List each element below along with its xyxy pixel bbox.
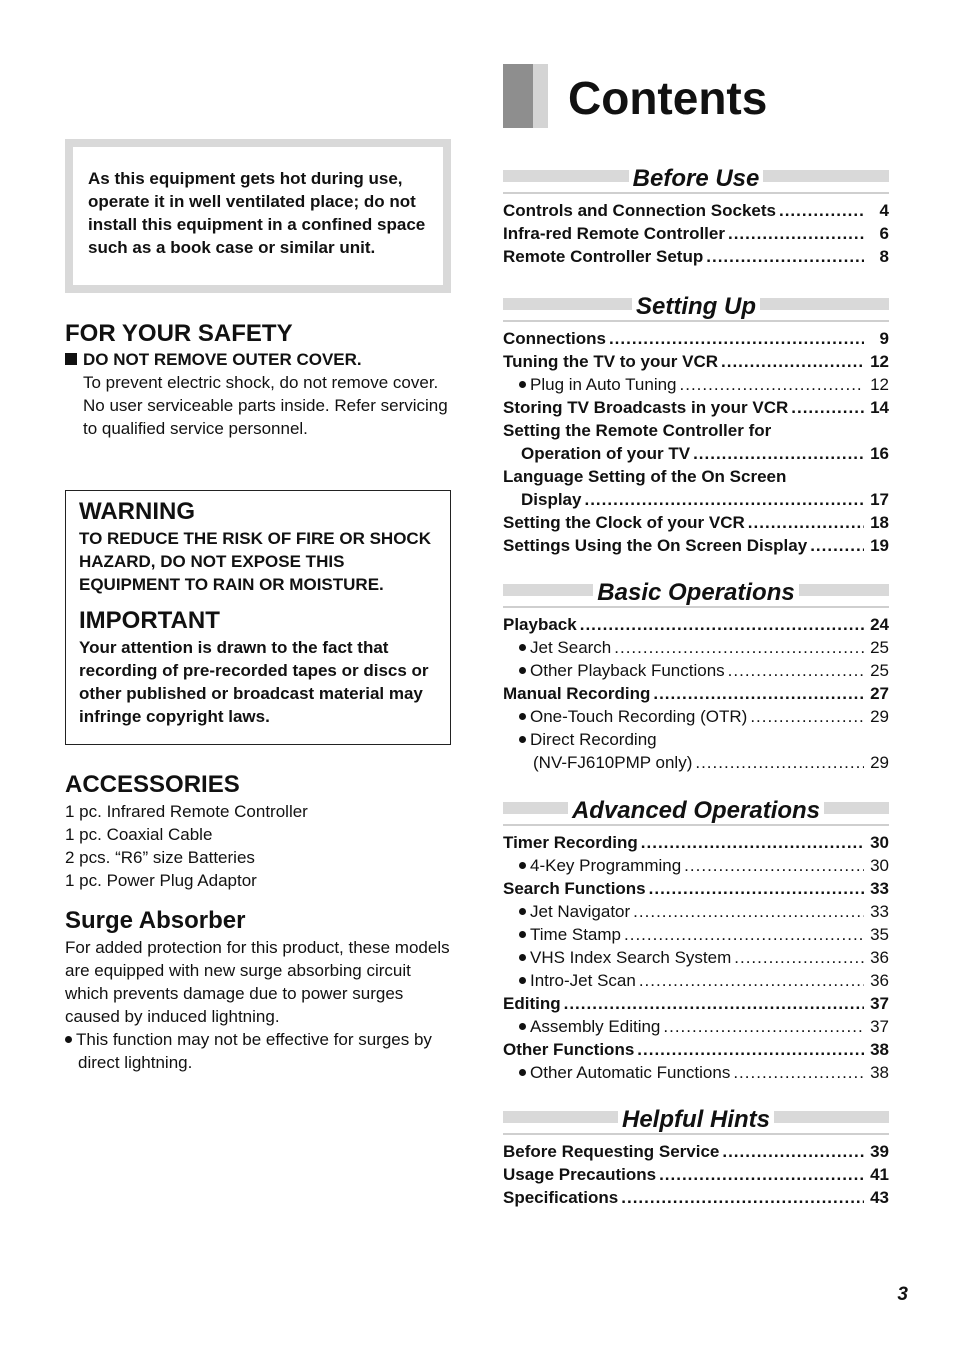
heat-notice-text: As this equipment gets hot during use, operate it in well ventilated place; do not install this equipment in a confined space such as a book case or similar unit. [73, 147, 443, 285]
toc-entry[interactable]: Before Requesting Service ..... 39 [503, 1140, 889, 1163]
section-helpful-hints [503, 1106, 889, 1209]
toc-entry[interactable]: Storing TV Broadcasts in your VCR ..... 14 [503, 396, 889, 419]
toc-subentry[interactable]: Jet Navigator ..... 33 [503, 900, 889, 923]
toc-subentry[interactable]: Intro-Jet Scan ..... 36 [503, 969, 889, 992]
accessories-heading: ACCESSORIES [65, 771, 240, 798]
toc-entry[interactable]: Search Functions ..... 33 [503, 877, 889, 900]
heat-notice-box [65, 139, 451, 293]
important-text: Your attention is drawn to the fact that recording of pre-recorded tapes or discs or other published or broadcast material may infringe copyright laws. [79, 638, 429, 726]
toc-subentry[interactable]: VHS Index Search System ..... 36 [503, 946, 889, 969]
toc-entry[interactable]: Remote Controller Setup ..... 8 [503, 245, 889, 268]
section-heading: Before Use [629, 165, 764, 192]
toc-entry-continued[interactable]: Display ..... 17 [503, 488, 889, 511]
square-bullet-icon [65, 353, 77, 365]
toc-entry[interactable]: Other Functions ..... 38 [503, 1038, 889, 1061]
toc-entry[interactable]: Setting the Clock of your VCR ..... 18 [503, 511, 889, 534]
warning-box [65, 490, 451, 745]
toc-subentry[interactable]: Plug in Auto Tuning ..... 12 [503, 373, 889, 396]
toc-subentry[interactable]: Assembly Editing ..... 37 [503, 1015, 889, 1038]
toc-subentry[interactable]: Jet Search ..... 25 [503, 636, 889, 659]
page-title: Contents [568, 72, 768, 124]
bullet-icon [519, 1069, 526, 1076]
bullet-icon [519, 713, 526, 720]
safety-line-2: No user serviceable parts inside. Refer servicing to qualified service personnel. [83, 396, 448, 438]
bullet-icon [519, 954, 526, 961]
page-number: 3 [897, 1284, 908, 1305]
toc-entry[interactable]: Controls and Connection Sockets ..... 4 [503, 199, 889, 222]
toc-entry[interactable]: Manual Recording ..... 27 [503, 682, 889, 705]
accessory-item: 1 pc. Power Plug Adaptor [65, 871, 257, 890]
toc-subentry[interactable]: Other Playback Functions ..... 25 [503, 659, 889, 682]
toc-subentry[interactable]: Direct Recording [503, 728, 889, 751]
toc-entry[interactable]: Setting the Remote Controller for [503, 421, 772, 440]
surge-body [65, 936, 453, 1074]
bullet-icon [519, 931, 526, 938]
bullet-icon [519, 862, 526, 869]
toc-entry[interactable]: Playback ..... 24 [503, 613, 889, 636]
bullet-icon [519, 977, 526, 984]
toc-subentry[interactable]: 4-Key Programming ..... 30 [503, 854, 889, 877]
toc-entry[interactable]: Usage Precautions ..... 41 [503, 1163, 889, 1186]
section-setting-up [503, 293, 889, 557]
section-advanced-operations [503, 797, 889, 1084]
section-heading: Helpful Hints [618, 1106, 774, 1133]
toc-subentry-continued[interactable]: (NV-FJ610PMP only) ..... 29 [503, 751, 889, 774]
toc-entry[interactable]: Language Setting of the On Screen [503, 467, 787, 486]
toc-subentry[interactable]: Other Automatic Functions ..... 38 [503, 1061, 889, 1084]
surge-note: This function may not be effective for surges by direct lightning. [76, 1030, 432, 1072]
title-bar-decoration [503, 64, 548, 128]
safety-line-1: To prevent electric shock, do not remove cover. [83, 373, 439, 392]
safety-body [65, 348, 453, 440]
toc-subentry[interactable]: Time Stamp ..... 35 [503, 923, 889, 946]
bullet-icon [519, 381, 526, 388]
toc-entry-continued[interactable]: Operation of your TV ..... 16 [503, 442, 889, 465]
bullet-icon [519, 736, 526, 743]
surge-text: For added protection for this product, these models are equipped with new surge absorbing circuit which prevents damage due to power surges caused by induced lightning. [65, 938, 450, 1026]
bullet-icon [519, 908, 526, 915]
toc-entry[interactable]: Infra-red Remote Controller ..... 6 [503, 222, 889, 245]
bullet-icon [65, 1036, 72, 1043]
bullet-icon [519, 644, 526, 651]
important-heading: IMPORTANT [79, 607, 220, 634]
bullet-icon [519, 1023, 526, 1030]
safety-heading: FOR YOUR SAFETY [65, 320, 293, 347]
toc-entry[interactable]: Specifications ..... 43 [503, 1186, 889, 1209]
toc-entry[interactable]: Tuning the TV to your VCR ..... 12 [503, 350, 889, 373]
bullet-icon [519, 667, 526, 674]
safety-item: DO NOT REMOVE OUTER COVER. [83, 350, 362, 369]
accessory-item: 1 pc. Infrared Remote Controller [65, 802, 308, 821]
accessories-list [65, 800, 308, 892]
section-heading: Setting Up [632, 293, 760, 320]
surge-heading: Surge Absorber [65, 907, 246, 934]
accessory-item: 1 pc. Coaxial Cable [65, 825, 213, 844]
toc-entry[interactable]: Editing ..... 37 [503, 992, 889, 1015]
section-basic-operations [503, 579, 889, 774]
accessory-item: 2 pcs. “R6” size Batteries [65, 848, 255, 867]
section-heading: Basic Operations [593, 579, 798, 606]
warning-text: TO REDUCE THE RISK OF FIRE OR SHOCK HAZARD, DO NOT EXPOSE THIS EQUIPMENT TO RAIN OR MOISTURE. [79, 529, 431, 594]
toc-entry[interactable]: Connections ..... 9 [503, 327, 889, 350]
warning-heading: WARNING [79, 498, 195, 525]
toc-entry[interactable]: Timer Recording ..... 30 [503, 831, 889, 854]
section-heading: Advanced Operations [568, 797, 824, 824]
toc-subentry[interactable]: One-Touch Recording (OTR) ..... 29 [503, 705, 889, 728]
section-before-use [503, 165, 889, 268]
toc-entry[interactable]: Settings Using the On Screen Display ..... 19 [503, 534, 889, 557]
